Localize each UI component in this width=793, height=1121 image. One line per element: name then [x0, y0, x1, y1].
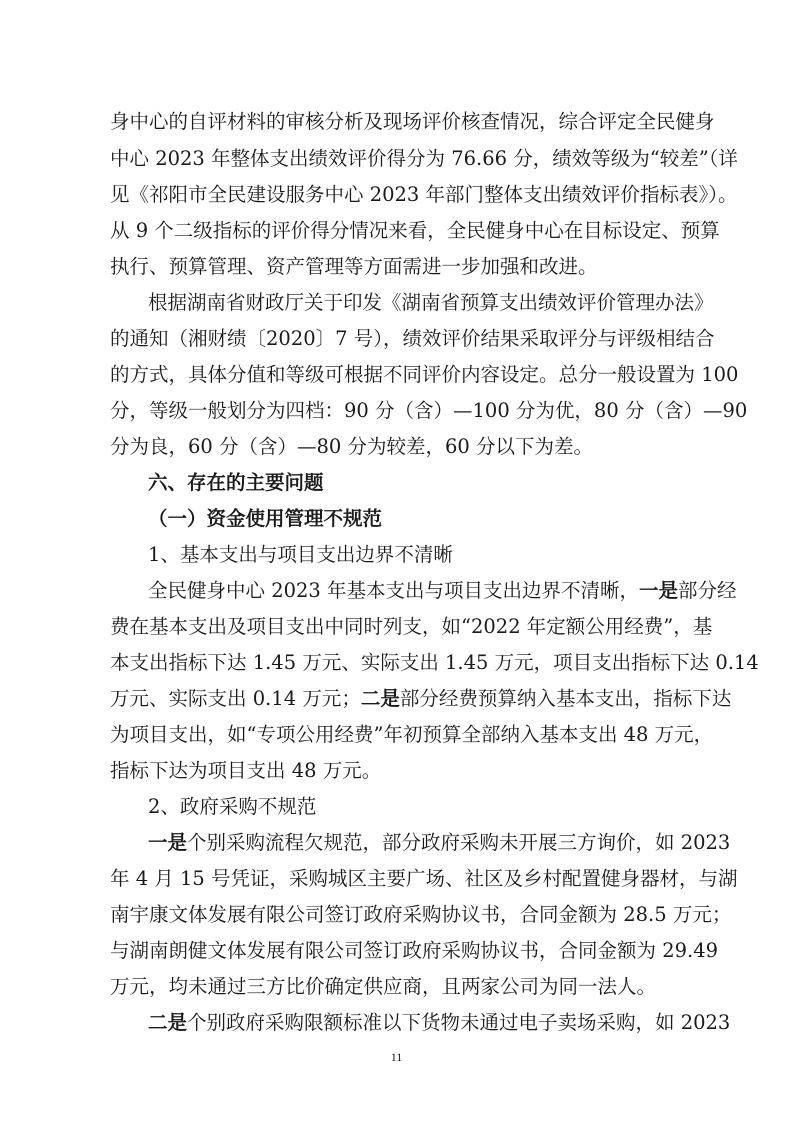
para3-line-5: 为项目支出，如“专项公用经费”年初预算全部纳入基本支出 48 万元，	[110, 723, 714, 746]
para3-text: 部分经费预算纳入基本支出，指标下达	[399, 687, 732, 710]
para4-line-5: 万元，均未通过三方比价确定供应商，且两家公司为同一法人。	[110, 975, 657, 998]
para5-text: 个别政府采购限额标准以下货物未通过电子卖场采购，如 2023	[187, 1011, 731, 1034]
para2-line-4: 分，等级一般划分为四档：90 分（含）—100 分为优，80 分（含）—90	[110, 399, 748, 422]
para3-text: 部分经	[678, 579, 737, 602]
para4-line-4: 与湖南朗健文体发展有限公司签订政府采购协议书，合同金额为 29.49	[110, 939, 719, 962]
para3-line-3: 本支出指标下达 1.45 万元、实际支出 1.45 万元，项目支出指标下达 0.14	[110, 651, 759, 674]
para3-line-1	[148, 579, 737, 602]
para3-text: 全民健身中心 2023 年基本支出与项目支出边界不清晰，	[148, 579, 640, 602]
para1-line-1: 身中心的自评材料的审核分析及现场评价核查情况，综合评定全民健身	[110, 110, 715, 133]
para4-line-2: 年 4 月 15 号凭证，采购城区主要广场、社区及乡村配置健身器材，与湖	[110, 867, 738, 890]
emphasis-ershi: 二是	[360, 687, 400, 710]
section-heading: 六、存在的主要问题	[148, 471, 324, 494]
para4-line-1	[148, 831, 731, 854]
item-2-title: 2、政府采购不规范	[148, 795, 317, 818]
page-number: 11	[390, 1050, 403, 1064]
para4-line-3: 南宇康文体发展有限公司签订政府采购协议书，合同金额为 28.5 万元；	[110, 903, 732, 926]
para1-line-5: 执行、预算管理、资产管理等方面需进一步加强和改进。	[110, 255, 598, 278]
para5-line-1	[148, 1011, 731, 1034]
para2-line-3: 的方式，具体分值和等级可根据不同评价内容设定。总分一般设置为 100	[110, 363, 739, 386]
emphasis-ershi: 二是	[148, 1011, 188, 1034]
para1-line-3: 见《祁阳市全民建设服务中心 2023 年部门整体支出绩效评价指标表》）。	[110, 183, 738, 206]
para2-line-5: 分为良，60 分（含）—80 分为较差，60 分以下为差。	[110, 435, 594, 458]
item-1-title: 1、基本支出与项目支出边界不清晰	[148, 543, 453, 566]
para3-text: 万元、实际支出 0.14 万元；	[110, 687, 361, 710]
para3-line-4	[110, 687, 732, 710]
para3-line-2: 费在基本支出及项目支出中同时列支，如“2022 年定额公用经费”，基	[110, 615, 713, 638]
subsection-heading: （一）资金使用管理不规范	[148, 507, 383, 530]
emphasis-yishi: 一是	[639, 579, 679, 602]
para3-line-6: 指标下达为项目支出 48 万元。	[110, 759, 382, 782]
para2-line-1: 根据湖南省财政厅关于印发《湖南省预算支出绩效评价管理办法》	[148, 291, 714, 314]
para1-line-4: 从 9 个二级指标的评价得分情况来看，全民健身中心在目标设定、预算	[110, 219, 720, 242]
para2-line-2: 的通知（湘财绩〔2020〕7 号），绩效评价结果采取评分与评级相结合	[110, 327, 715, 350]
para1-line-2: 中心 2023 年整体支出绩效评价得分为 76.66 分，绩效等级为“较差”（详	[110, 147, 738, 170]
emphasis-yishi: 一是	[148, 831, 188, 854]
para4-text: 个别采购流程欠规范，部分政府采购未开展三方询价，如 2023	[187, 831, 731, 854]
